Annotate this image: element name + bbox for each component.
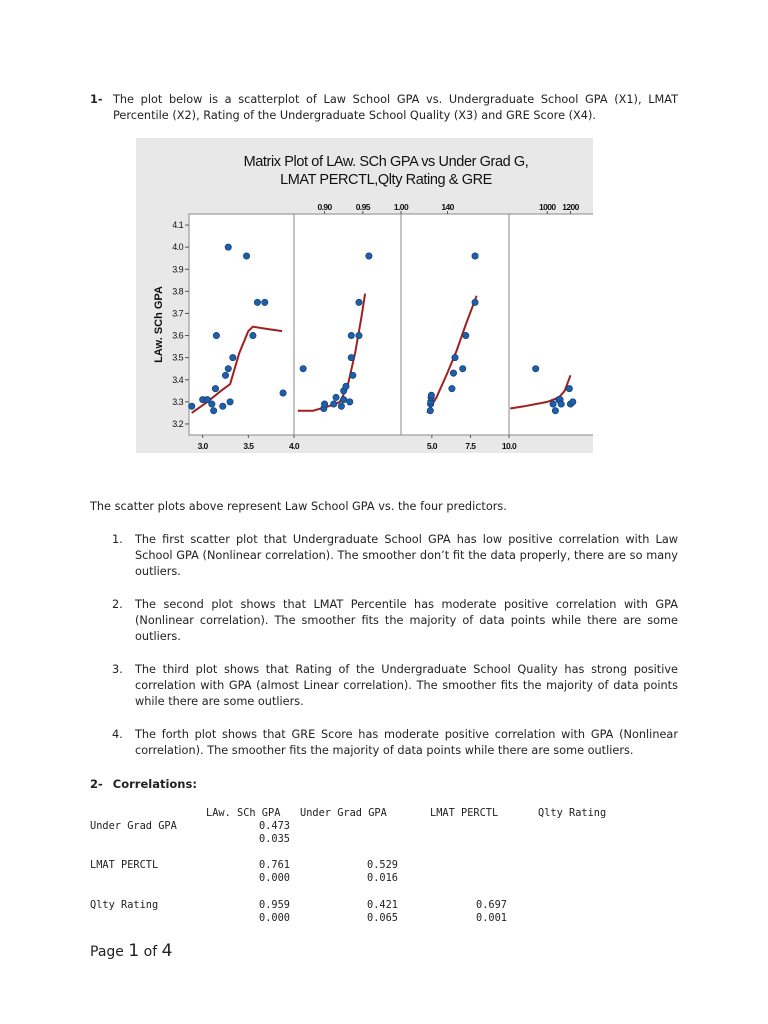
y-tick-label: 4.1 [172, 220, 183, 231]
observation-number: 3. [112, 663, 123, 676]
data-point [348, 332, 354, 338]
top-tick-label: 1.00 [393, 202, 409, 212]
observation-text: The third plot shows that Rating of the Undergraduate School Quality has strong positive correlation with GPA (almost Linear correlation). The smoother fits the majority of data points while there are some outliers. [135, 663, 678, 708]
observation-3 [112, 662, 678, 710]
table-cell: 0.697 [476, 899, 507, 911]
data-point [210, 407, 216, 413]
data-point [254, 299, 260, 305]
page-number: 1 [128, 941, 140, 961]
observation-number: 1. [112, 533, 123, 546]
data-point [209, 401, 215, 407]
y-tick-label: 3.9 [172, 264, 183, 275]
observation-4 [112, 727, 678, 759]
data-point [472, 299, 478, 305]
table-row-label: Qlty Rating [90, 899, 159, 911]
data-point [225, 366, 231, 372]
matrix-plot-svg [136, 138, 593, 453]
data-point [463, 332, 469, 338]
matrix-plot [136, 138, 593, 453]
observation-1 [112, 532, 678, 580]
data-point [212, 385, 218, 391]
page-word: Page [90, 944, 124, 960]
data-point [300, 366, 306, 372]
table-cell: 0.761 [259, 859, 290, 871]
data-point [280, 390, 286, 396]
data-point [356, 332, 362, 338]
question-title: Correlations: [112, 777, 197, 791]
data-point [566, 385, 572, 391]
y-axis-label: LAw. SCh GPA [153, 286, 165, 363]
y-tick-label: 3.3 [172, 396, 183, 407]
question-number: 1- [90, 93, 103, 106]
data-point [321, 401, 327, 407]
of-word: of [143, 944, 158, 960]
table-cell: 0.001 [476, 912, 507, 924]
data-point [552, 407, 558, 413]
table-cell: 0.529 [367, 859, 398, 871]
observation-text: The second plot shows that LMAT Percentile has moderate positive correlation with GPA (Nonlinear correlation). The smoother fits the majority of data points while there are some outliers. [135, 598, 678, 643]
intro-text: The scatter plots above represent Law School GPA vs. the four predictors. [90, 500, 507, 513]
table-cell: 0.065 [367, 912, 398, 924]
data-point [222, 372, 228, 378]
question-text: The plot below is a scatterplot of Law School GPA vs. Undergraduate School GPA (X1), LMAT Percentile (X2), Rating of the Undergraduate School Quality (X3) and GRE Score (X4). [113, 93, 678, 122]
page-footer [90, 941, 172, 961]
top-tick-label: 1200 [562, 202, 579, 212]
plot-title-line1: Matrix Plot of LAw. SCh GPA vs Under Grad G, [243, 154, 529, 170]
data-point [472, 253, 478, 259]
data-point [213, 332, 219, 338]
plot-panel-3 [401, 214, 509, 435]
observation-2 [112, 597, 678, 645]
data-point [227, 399, 233, 405]
data-point [348, 354, 354, 360]
data-point [331, 401, 337, 407]
observation-text: The forth plot shows that GRE Score has moderate positive correlation with GPA (Nonlinear correlation). The smoother fits the majority of data points while there are some outliers. [135, 728, 678, 757]
question-number: 2- [90, 777, 103, 791]
observation-number: 2. [112, 598, 123, 611]
data-point [243, 253, 249, 259]
bottom-tick-label: 3.0 [197, 441, 208, 451]
data-point [343, 383, 349, 389]
data-point [366, 253, 372, 259]
table-cell: 0.421 [367, 899, 398, 911]
data-point [230, 354, 236, 360]
data-point [452, 354, 458, 360]
data-point [428, 392, 434, 398]
top-tick-label: 1000 [539, 202, 556, 212]
data-point [570, 399, 576, 405]
data-point [450, 370, 456, 376]
observation-text: The first scatter plot that Undergraduate School GPA has low positive correlation with Law School GPA (Nonlinear correlation). The smoother don’t fit the data properly, there are so many outliers. [135, 533, 678, 578]
top-tick-label: 140 [441, 202, 454, 212]
question-2-heading [90, 777, 197, 791]
table-header-cell: LMAT PERCTL [430, 807, 499, 819]
data-point [550, 401, 556, 407]
table-cell: 0.473 [259, 820, 290, 832]
table-cell: 0.035 [259, 833, 290, 845]
y-tick-label: 3.4 [172, 374, 183, 385]
bottom-tick-label: 5.0 [426, 441, 437, 451]
data-point [250, 332, 256, 338]
table-row-label: LMAT PERCTL [90, 859, 159, 871]
data-point [350, 372, 356, 378]
observation-number: 4. [112, 728, 123, 741]
y-tick-label: 3.7 [172, 308, 183, 319]
table-cell: 0.000 [259, 872, 290, 884]
data-point [356, 299, 362, 305]
top-tick-label: 0.90 [317, 202, 332, 212]
plot-title-line2: LMAT PERCTL,Qlty Rating & GRE [280, 172, 492, 188]
y-tick-label: 3.5 [172, 352, 183, 363]
top-tick-label: 0.95 [355, 202, 370, 212]
table-header-cell: Qlty Rating [538, 807, 607, 819]
data-point [333, 394, 339, 400]
table-row-label: Under Grad GPA [90, 820, 177, 832]
page-total: 4 [161, 941, 173, 961]
data-point [338, 403, 344, 409]
bottom-tick-label: 7.5 [465, 441, 476, 451]
y-tick-label: 3.8 [172, 286, 183, 297]
data-point [449, 385, 455, 391]
y-tick-label: 3.2 [172, 418, 183, 429]
data-point [189, 403, 195, 409]
question-1 [90, 92, 678, 124]
data-point [220, 403, 226, 409]
y-tick-label: 4.0 [172, 242, 183, 253]
bottom-tick-label: 4.0 [288, 441, 300, 451]
data-point [532, 366, 538, 372]
bottom-tick-label: 10.0 [501, 441, 517, 451]
data-point [262, 299, 268, 305]
bottom-tick-label: 3.5 [243, 441, 254, 451]
table-cell: 0.000 [259, 912, 290, 924]
data-point [340, 396, 346, 402]
table-header-cell: LAw. SCh GPA [206, 807, 281, 819]
data-point [225, 244, 231, 250]
data-point [558, 401, 564, 407]
data-point [427, 407, 433, 413]
table-cell: 0.959 [259, 899, 290, 911]
data-point [347, 399, 353, 405]
table-header-cell: Under Grad GPA [300, 807, 387, 819]
y-tick-label: 3.6 [172, 330, 183, 341]
data-point [460, 366, 466, 372]
table-cell: 0.016 [367, 872, 398, 884]
